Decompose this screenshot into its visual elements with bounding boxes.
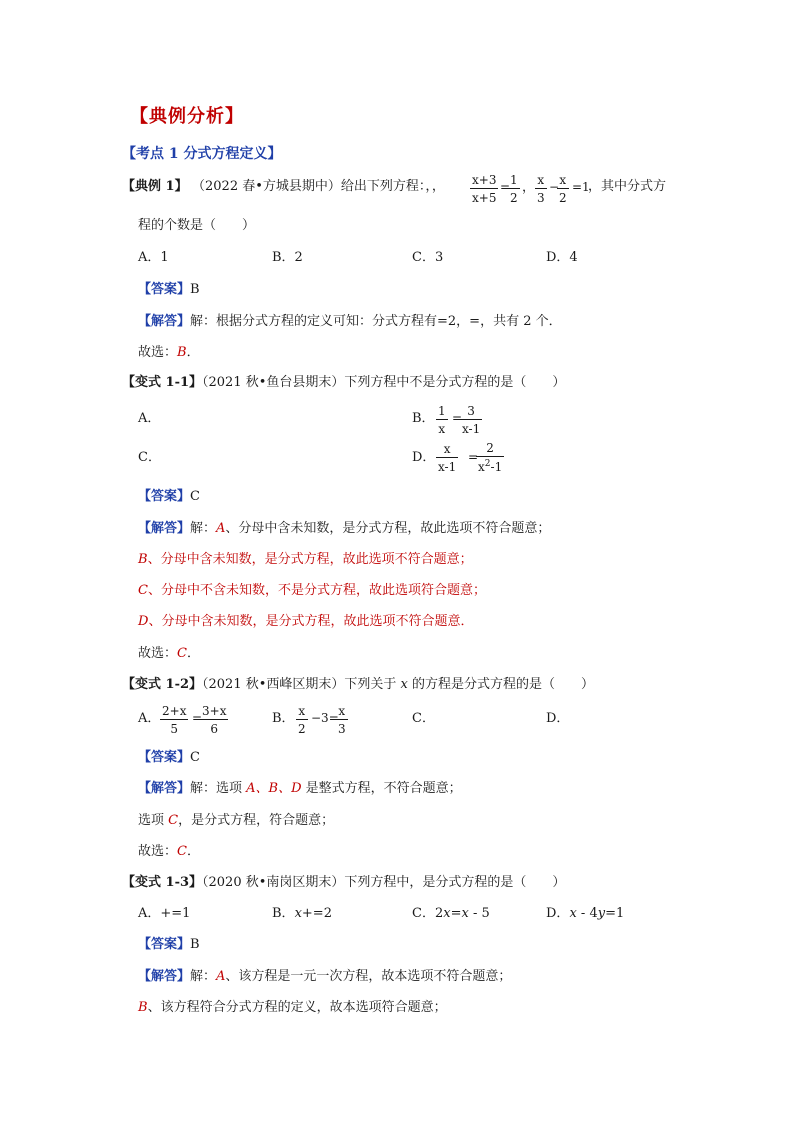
variant-stem: 【变式 1-2】（2021 秋•西峰区期末）下列关于 x 的方程是分式方程的是（ ） (122, 677, 595, 692)
fraction: x 2 (559, 173, 567, 205)
variant-stem: 【变式 1-1】（2021 秋•鱼台县期末）下列方程中不是分式方程的是（ ） (122, 375, 566, 390)
solution-line: 选项 C，是分式方程，符合题意； (138, 813, 335, 828)
option-d: D． (412, 450, 436, 465)
fraction: 2+x 5 (162, 704, 187, 736)
option-b: B． (412, 411, 435, 426)
example-1-stem: （2022 春•方城县期中）给出下列方程：，， (192, 179, 445, 194)
solution: 【解答】解：根据分式方程的定义可知：分式方程有=2，=，共有 2 个． (138, 314, 562, 329)
solution-line: B、分母中含未知数，是分式方程，故此选项不符合题意； (138, 552, 473, 567)
fraction: x x-1 (438, 442, 457, 474)
solution-line: B、该方程符合分式方程的定义，故本选项符合题意； (138, 1000, 447, 1015)
option-b: B． (272, 711, 295, 726)
fraction: 3 x-1 (462, 404, 481, 436)
fraction: x 3 (338, 704, 346, 736)
answer: 【答案】C (138, 489, 200, 504)
fraction: 2 $x^2-1$ (478, 441, 503, 474)
solution: 【解答】解：A、该方程是一元一次方程，故本选项不符合题意； (138, 969, 512, 984)
option-d: D．x - 4y=1 (546, 906, 625, 921)
option-b: B．x+=2 (272, 906, 332, 921)
document-page: 【典例分析】 【考点 1 分式方程定义】 【典例 1】 （2022 春•方城县期中）给出下列方程：，， x+3 x+5 = 1 2 ， x 3 − x 2 =1 ，其中分式方 程的个数是（ ） A．1 B．2 C．3 D．4 【答案】B 【解答】解：根据分式方程的定义可知：分式方程有=2，=，共有 2 个． 故选：B． 【变式 1-1】（2021 秋•鱼台县期末）下列方程中不是分式方程的是（ ） A． B． 1 x = 3 x-1 C． D． x x-1 = 2 $x^2-1$ 【答案】C 【解答】解：A、分母中含未知数，是分式方程，故此选项不符合题意； B、分母中含未知数，是分式方程，故此选项不符合题意； C、分母中不含未知数，不是分式方程，故此选项符合题意； D、分母中含未知数，是分式方程，故此选项不符合题意． 故选：C． 【变式 1-2】（2021 秋•西峰区期末）下列关于 x 的方程是分式方程的是（ ） A． 2+x 5 = 3+x 6 B． x 2 −3= x 3 C． D． 【答案】C 【解答】解：选项 A、B、D 是整式方程，不符合题意； 选项 C，是分式方程，符合题意； 故选：C． 【变式 1-3】（2020 秋•南岗区期末）下列方程中，是分式方程的是（ ） A．+=1 B．x+=2 C．2x=x - 5 D．x - 4y=1 【答案】B 【解答】解：A、该方程是一元一次方程，故本选项不符合题意； B、该方程符合分式方程的定义，故本选项符合题意； (122, 106, 667, 1015)
answer: 【答案】B (138, 937, 200, 952)
section-title: 【典例分析】 (130, 106, 244, 127)
choice: 故选：B． (138, 345, 200, 360)
option-c: C．3 (412, 250, 444, 265)
choice: 故选：C． (138, 646, 200, 661)
fraction: 1 2 (510, 173, 518, 205)
key-point-heading: 【考点 1 分式方程定义】 (122, 146, 282, 162)
fraction: 3+x 6 (202, 704, 227, 736)
option-a: A．+=1 (138, 906, 191, 921)
example-1-tag: 【典例 1】 (122, 179, 188, 194)
option-a: A．1 (138, 250, 169, 265)
option-d: D．4 (546, 250, 578, 265)
option-c: C． (412, 711, 435, 726)
option-c: C．2x=x - 5 (412, 906, 490, 921)
answer: 【答案】B (138, 282, 200, 297)
solution-line: D、分母中含未知数，是分式方程，故此选项不符合题意． (138, 614, 474, 629)
option-c: C． (138, 450, 161, 465)
solution: 【解答】解：选项 A、B、D 是整式方程，不符合题意； (138, 781, 462, 796)
option-b: B．2 (272, 250, 303, 265)
choice: 故选：C． (138, 844, 200, 859)
fraction: x 2 (298, 704, 306, 736)
answer: 【答案】C (138, 750, 200, 765)
fraction: 1 x (438, 404, 446, 436)
option-a: A． (138, 711, 161, 726)
option-d: D． (546, 711, 570, 726)
fraction: x+3 x+5 (472, 173, 497, 205)
option-a: A． (138, 411, 161, 426)
solution: 【解答】解：A、分母中含未知数，是分式方程，故此选项不符合题意； (138, 521, 551, 536)
solution-line: C、分母中不含未知数，不是分式方程，故此选项符合题意； (138, 583, 486, 598)
fraction: x 3 (537, 173, 545, 205)
variant-stem: 【变式 1-3】（2020 秋•南岗区期末）下列方程中，是分式方程的是（ ） (122, 875, 566, 890)
